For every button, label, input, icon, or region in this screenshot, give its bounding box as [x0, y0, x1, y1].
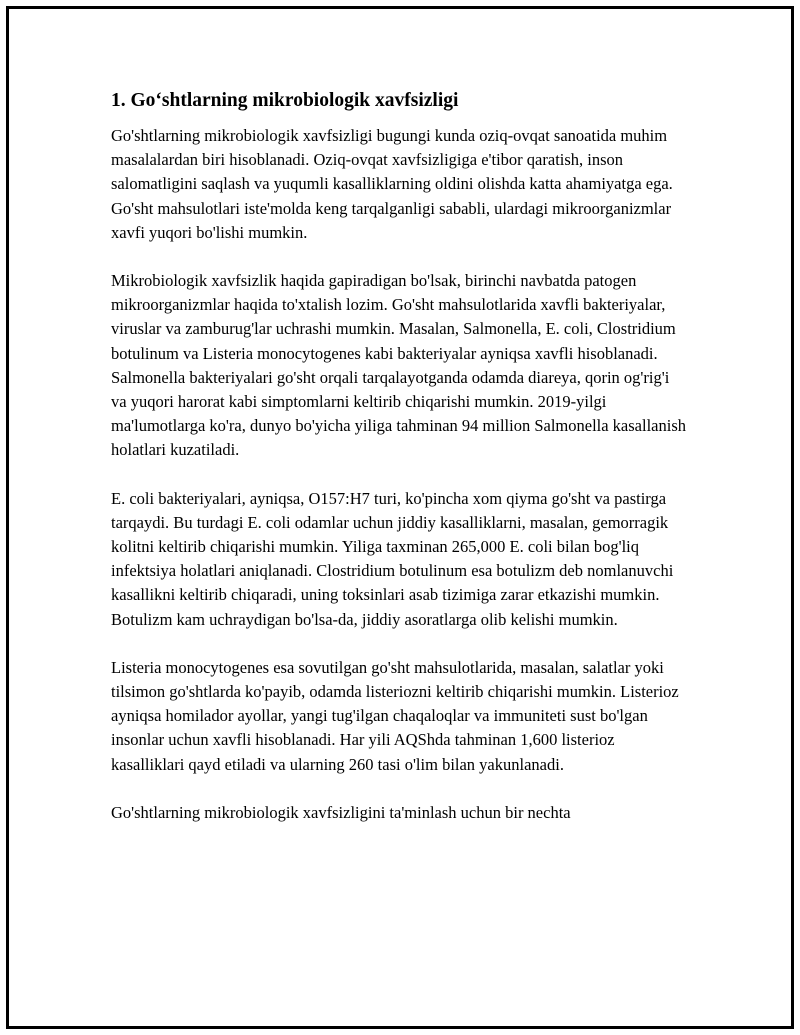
paragraph-intro: Go'shtlarning mikrobiologik xavfsizligi bugungi kunda oziq-ovqat sanoatida muhim masalalardan biri hisoblanadi. Oziq-ovqat xavfsizligiga e'tibor qaratish, inson salomatligini saqlash va yuqumli kasalliklarning oldini olishda katta ahamiyatga ega. Go'sht mahsulotlari iste'molda keng tarqalganligi sababli, ulardagi mikroorganizmlar xavfi yuqori bo'lishi mumkin.: [111, 126, 673, 242]
paragraph-continuation: Go'shtlarning mikrobiologik xavfsizligini ta'minlash uchun bir nechta: [111, 802, 571, 822]
paragraph-ecoli: E. coli bakteriyalari, ayniqsa, O157:H7 turi, ko'pincha xom qiyma go'sht va pastirga tarqaydi. Bu turdagi E. coli odamlar uchun jiddiy kasalliklarni, masalan, gemorragik kolitni keltirib chiqarishi mumkin. Yiliga taxminan 265,000 E. coli bilan bog'liq infektsiya holatlari aniqlanadi. Clostridium botulinum esa botulizm deb nomlanuvchi kasallikni keltirib chiqaradi, uning toksinlari asab tizimiga zarar etkazishi mumkin. Botulizm kam uchraydigan bo'lsa-da, jiddiy asoratlarga olib kelishi mumkin.: [111, 488, 674, 629]
paragraph-listeria: Listeria monocytogenes esa sovutilgan go'sht mahsulotlarida, masalan, salatlar yoki tilsimon go'shtlarda ko'payib, odamda listeriozni keltirib chiqarishi mumkin. Listerioz ayniqsa homilador ayollar, yangi tug'ilgan chaqaloqlar va immuniteti sust bo'lgan insonlar uchun xavfli hisoblanadi. Har yili AQShda tahminan 1,600 listerioz kasalliklari qayd etiladi va ularning 260 tasi o'lim bilan yakunlanadi.: [111, 657, 679, 774]
paragraph-pathogens: Mikrobiologik xavfsizlik haqida gapiradigan bo'lsak, birinchi navbatda patogen mikroorganizmlar haqida to'xtalish lozim. Go'sht mahsulotlarida xavfli bakteriyalar, viruslar va zamburug'lar uchrashi mumkin. Masalan, Salmonella, E. coli, Clostridium botulinum va Listeria monocytogenes kabi bakteriyalar ayniqsa xavfli hisoblanadi. Salmonella bakteriyalari go'sht orqali tarqalayotganda odamda diareya, qorin og'rig'i va yuqori harorat kabi simptomlarni keltirib chiqarishi mumkin. 2019-yilgi ma'lumotlarga ko'ra, dunyo bo'yicha yiliga tahminan 94 million Salmonella kasallanish holatlari kuzatiladi.: [111, 271, 687, 460]
document-title: 1. Go‘shtlarning mikrobiologik xavfsizligi: [111, 90, 459, 111]
document-body: [111, 88, 686, 849]
